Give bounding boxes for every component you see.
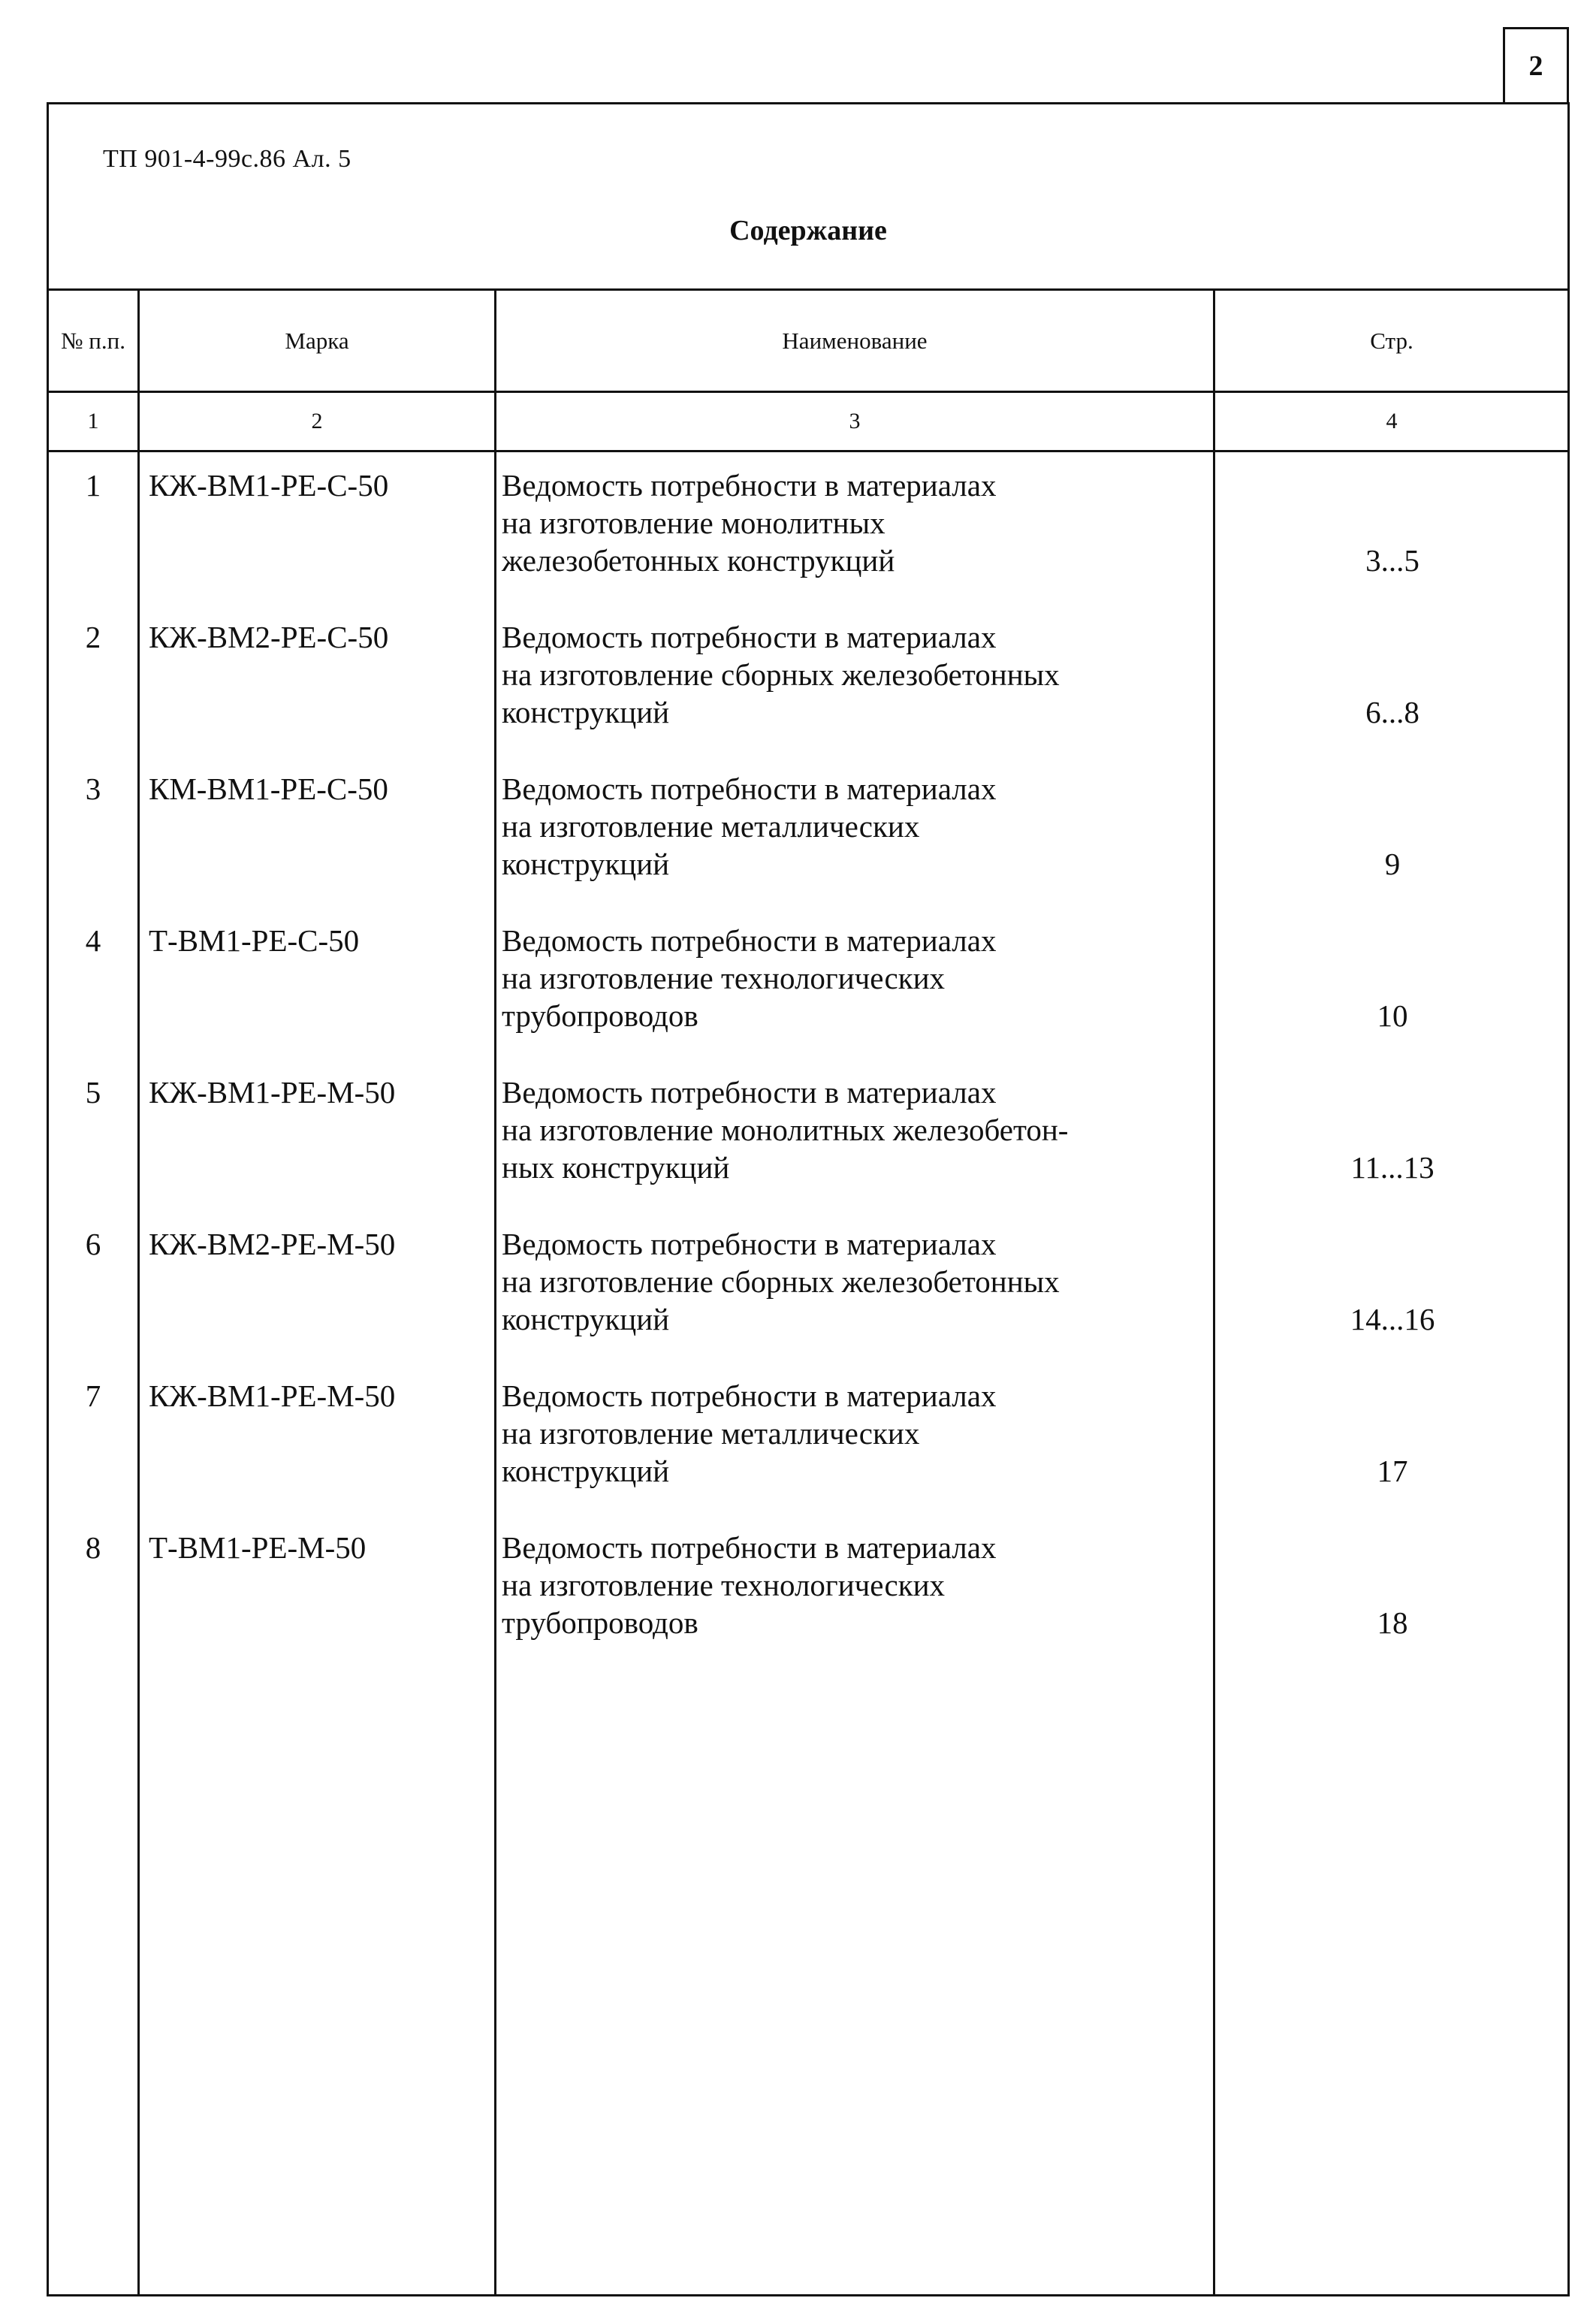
column-numbers-rule [49,450,1567,452]
row-name: Ведомость потребности в материалах на изготовление технологических трубопроводов [502,1530,997,1640]
row-page: 9 [1384,847,1401,881]
column-number: 1 [87,409,99,433]
row-mark: КЖ-ВМ2-РЕ-С-50 [149,620,389,654]
row-mark: КЖ-ВМ2-РЕ-М-50 [149,1227,396,1261]
row-name: Ведомость потребности в материалах на изготовление металлических конструкций [502,1378,997,1488]
column-number: 3 [849,409,861,433]
row-page: 14...16 [1350,1302,1435,1336]
table-row [49,922,1567,1073]
page-number: 2 [1503,27,1569,102]
row-mark: Т-ВМ1-РЕ-М-50 [149,1530,367,1565]
row-name: Ведомость потребности в материалах на изготовление технологических трубопроводов [502,923,997,1033]
row-number: 2 [85,620,101,654]
row-mark: КЖ-ВМ1-РЕ-М-50 [149,1378,396,1413]
row-page: 11...13 [1350,1150,1435,1185]
row-number: 8 [85,1530,101,1565]
table-row [49,1529,1567,1680]
header-mark: Марка [285,327,349,354]
column-number: 2 [311,409,323,433]
column-number: 4 [1386,409,1398,433]
row-mark: КЖ-ВМ1-РЕ-С-50 [149,468,389,503]
table-row [49,1377,1567,1529]
table-row [49,467,1567,618]
row-number: 7 [85,1378,101,1413]
table-row [49,1225,1567,1377]
header-page: Стр. [1370,327,1413,354]
row-name: Ведомость потребности в материалах на изготовление монолитных железобетонных конструкций [502,468,997,578]
row-page: 6...8 [1365,695,1420,729]
row-name: Ведомость потребности в материалах на изготовление сборных железобетонных конструкций [502,1227,1060,1336]
row-mark: КЖ-ВМ1-РЕ-М-50 [149,1075,396,1110]
row-name: Ведомость потребности в материалах на изготовление монолитных железобетон- ных конструкций [502,1075,1069,1185]
header-no: № п.п. [60,327,125,354]
row-page: 10 [1377,998,1408,1033]
row-mark: КМ-ВМ1-РЕ-С-50 [149,772,388,806]
row-number: 6 [85,1227,101,1261]
table-row [49,1073,1567,1225]
row-number: 3 [85,772,101,806]
row-name: Ведомость потребности в материалах на изготовление металлических конструкций [502,772,997,881]
page-title: Содержание [729,215,887,246]
document-code: ТП 901-4-99с.86 Ал. 5 [103,145,351,173]
row-mark: Т-ВМ1-РЕ-С-50 [149,923,360,958]
row-number: 1 [85,468,101,503]
header-name: Наименование [782,327,928,354]
document-frame [47,102,1570,2296]
row-number: 5 [85,1075,101,1110]
row-number: 4 [85,923,101,958]
table-row [49,618,1567,770]
table-row [49,770,1567,922]
row-page: 17 [1377,1454,1408,1488]
row-page: 3...5 [1365,543,1420,578]
row-page: 18 [1377,1605,1408,1640]
row-name: Ведомость потребности в материалах на изготовление сборных железобетонных конструкций [502,620,1060,729]
